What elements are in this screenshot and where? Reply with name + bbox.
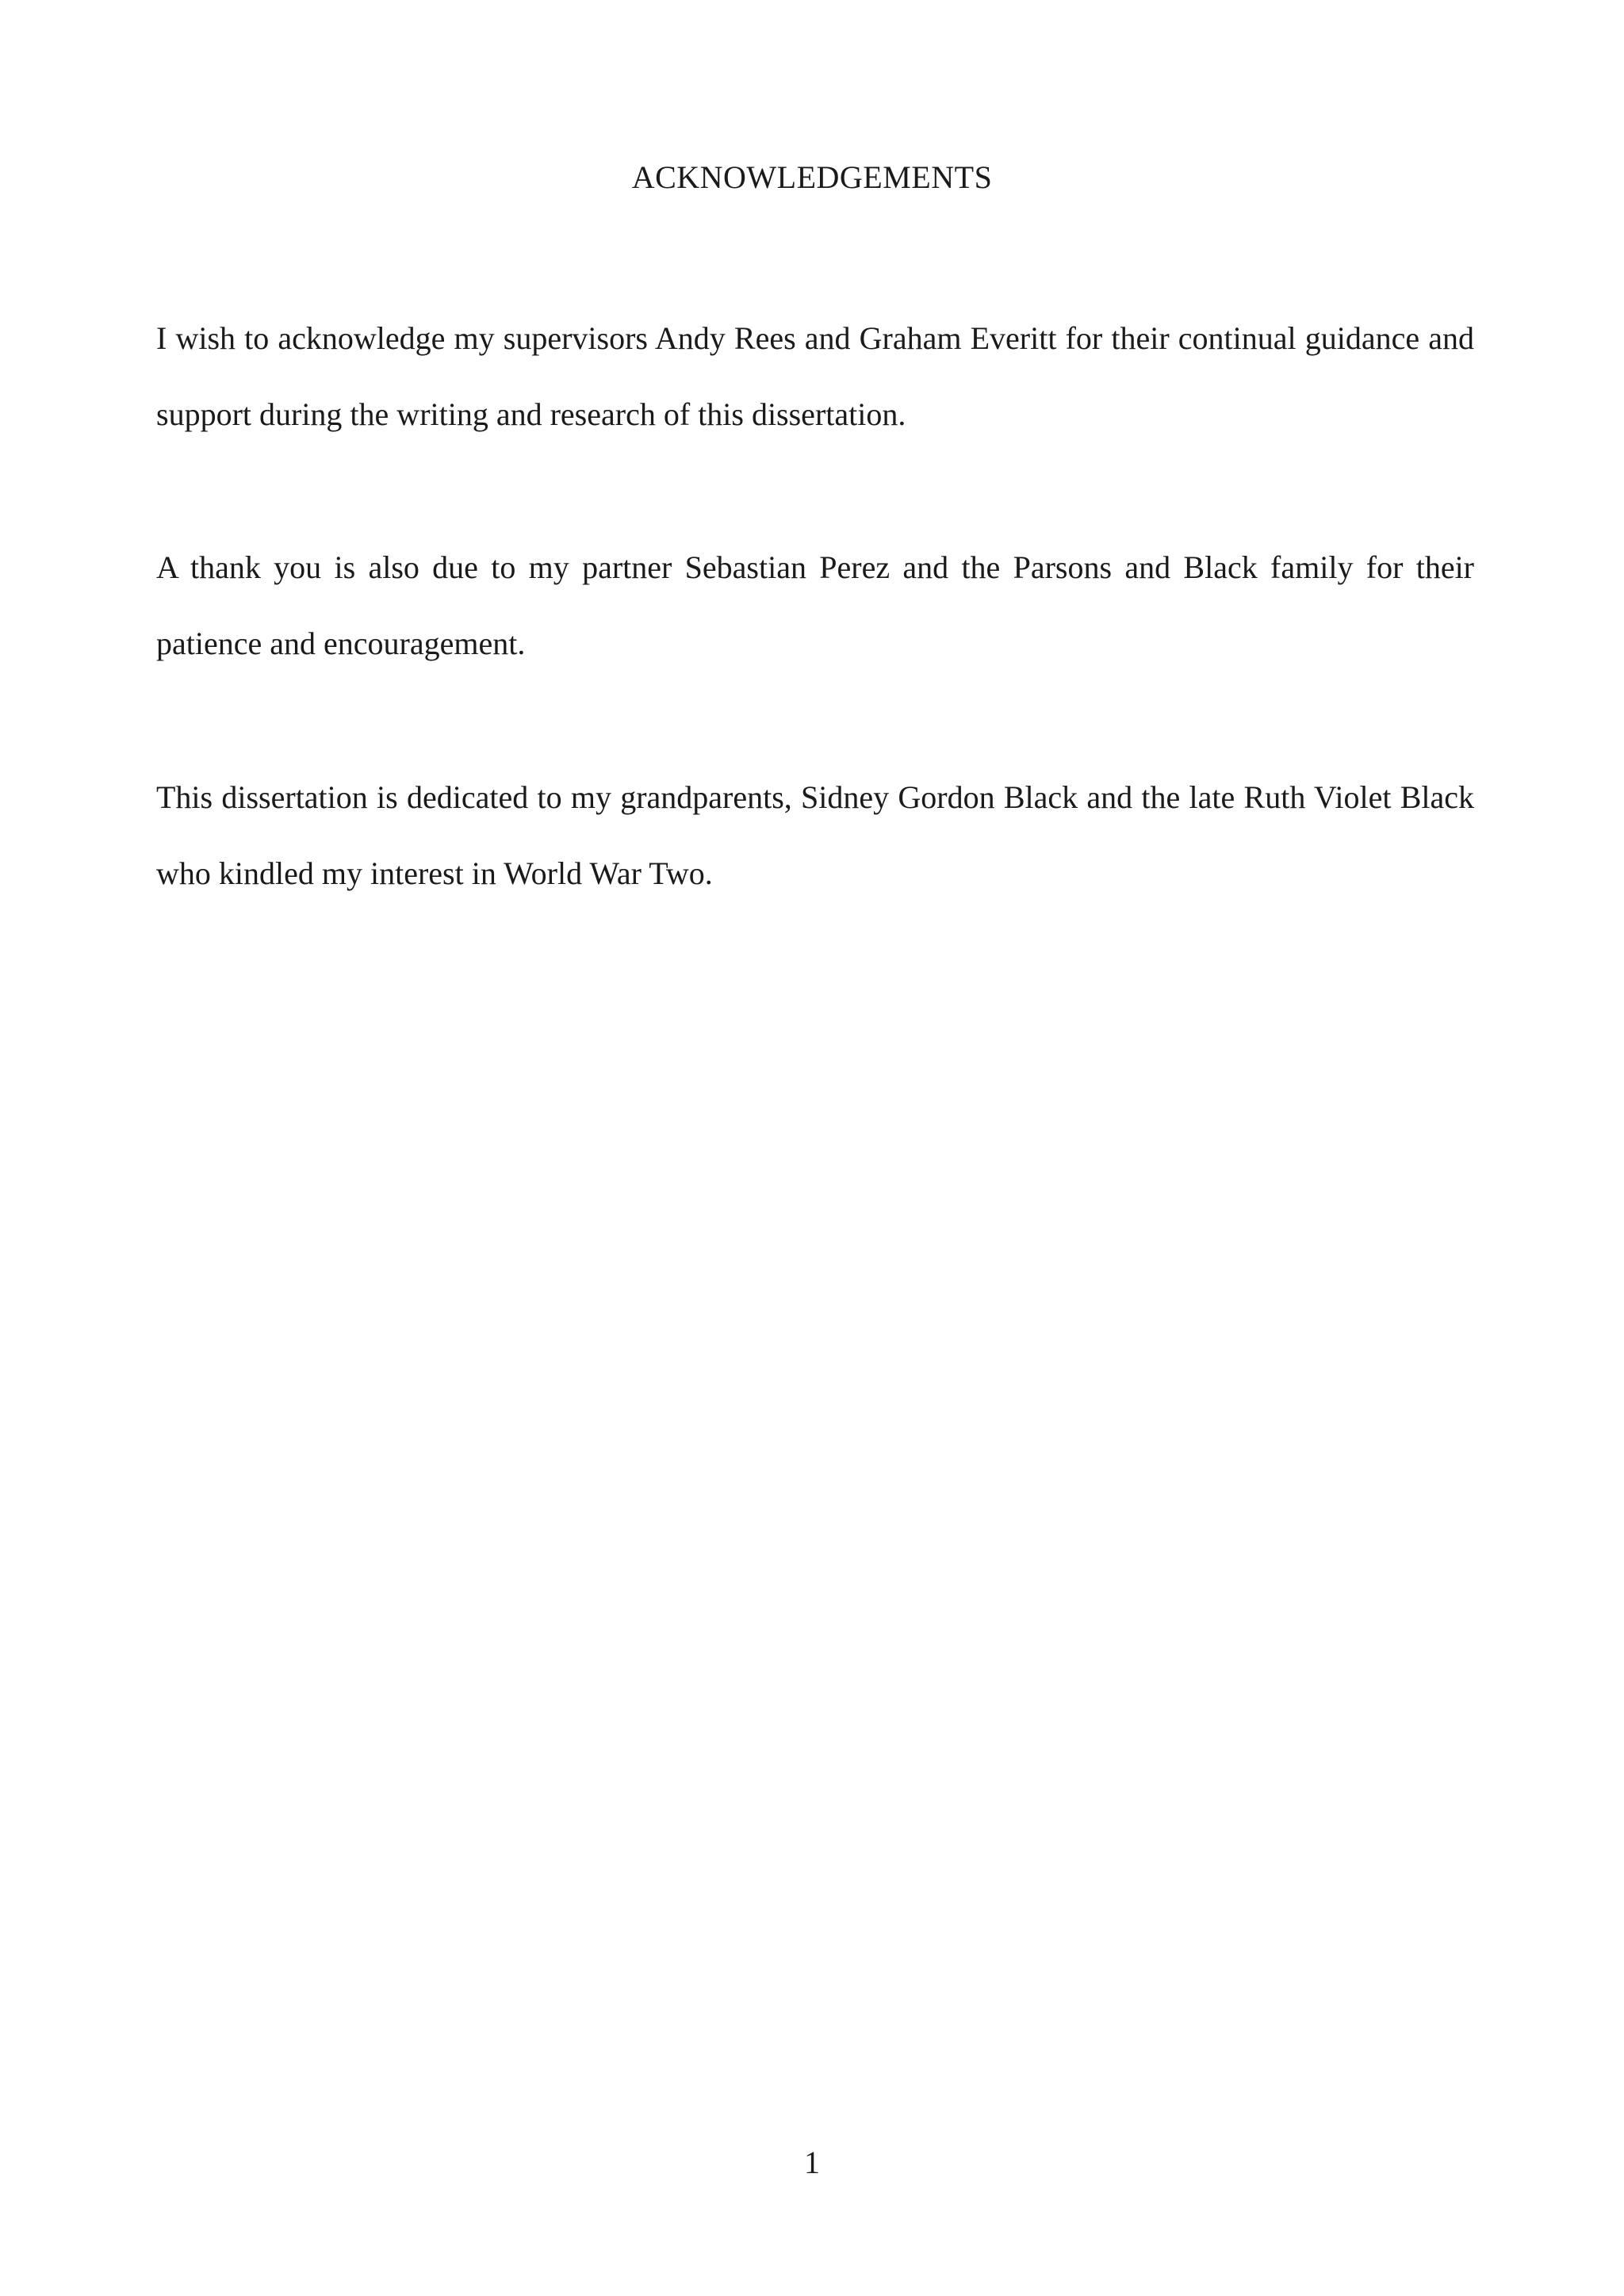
dedication-paragraph: This dissertation is dedicated to my grandparents, Sidney Gordon Black and the late Ruth Violet Black who kindled my interest in World War Two. [156,779,1474,891]
acknowledgement-paragraph-supervisors: I wish to acknowledge my supervisors Andy Rees and Graham Everitt for their continual guidance and support during the writing and research of this dissertation. [156,320,1474,432]
page-number: 1 [804,2145,820,2180]
page-title: ACKNOWLEDGEMENTS [631,159,993,195]
acknowledgement-paragraph-family: A thank you is also due to my partner Sebastian Perez and the Parsons and Black family for their patience and encouragement. [156,549,1474,661]
